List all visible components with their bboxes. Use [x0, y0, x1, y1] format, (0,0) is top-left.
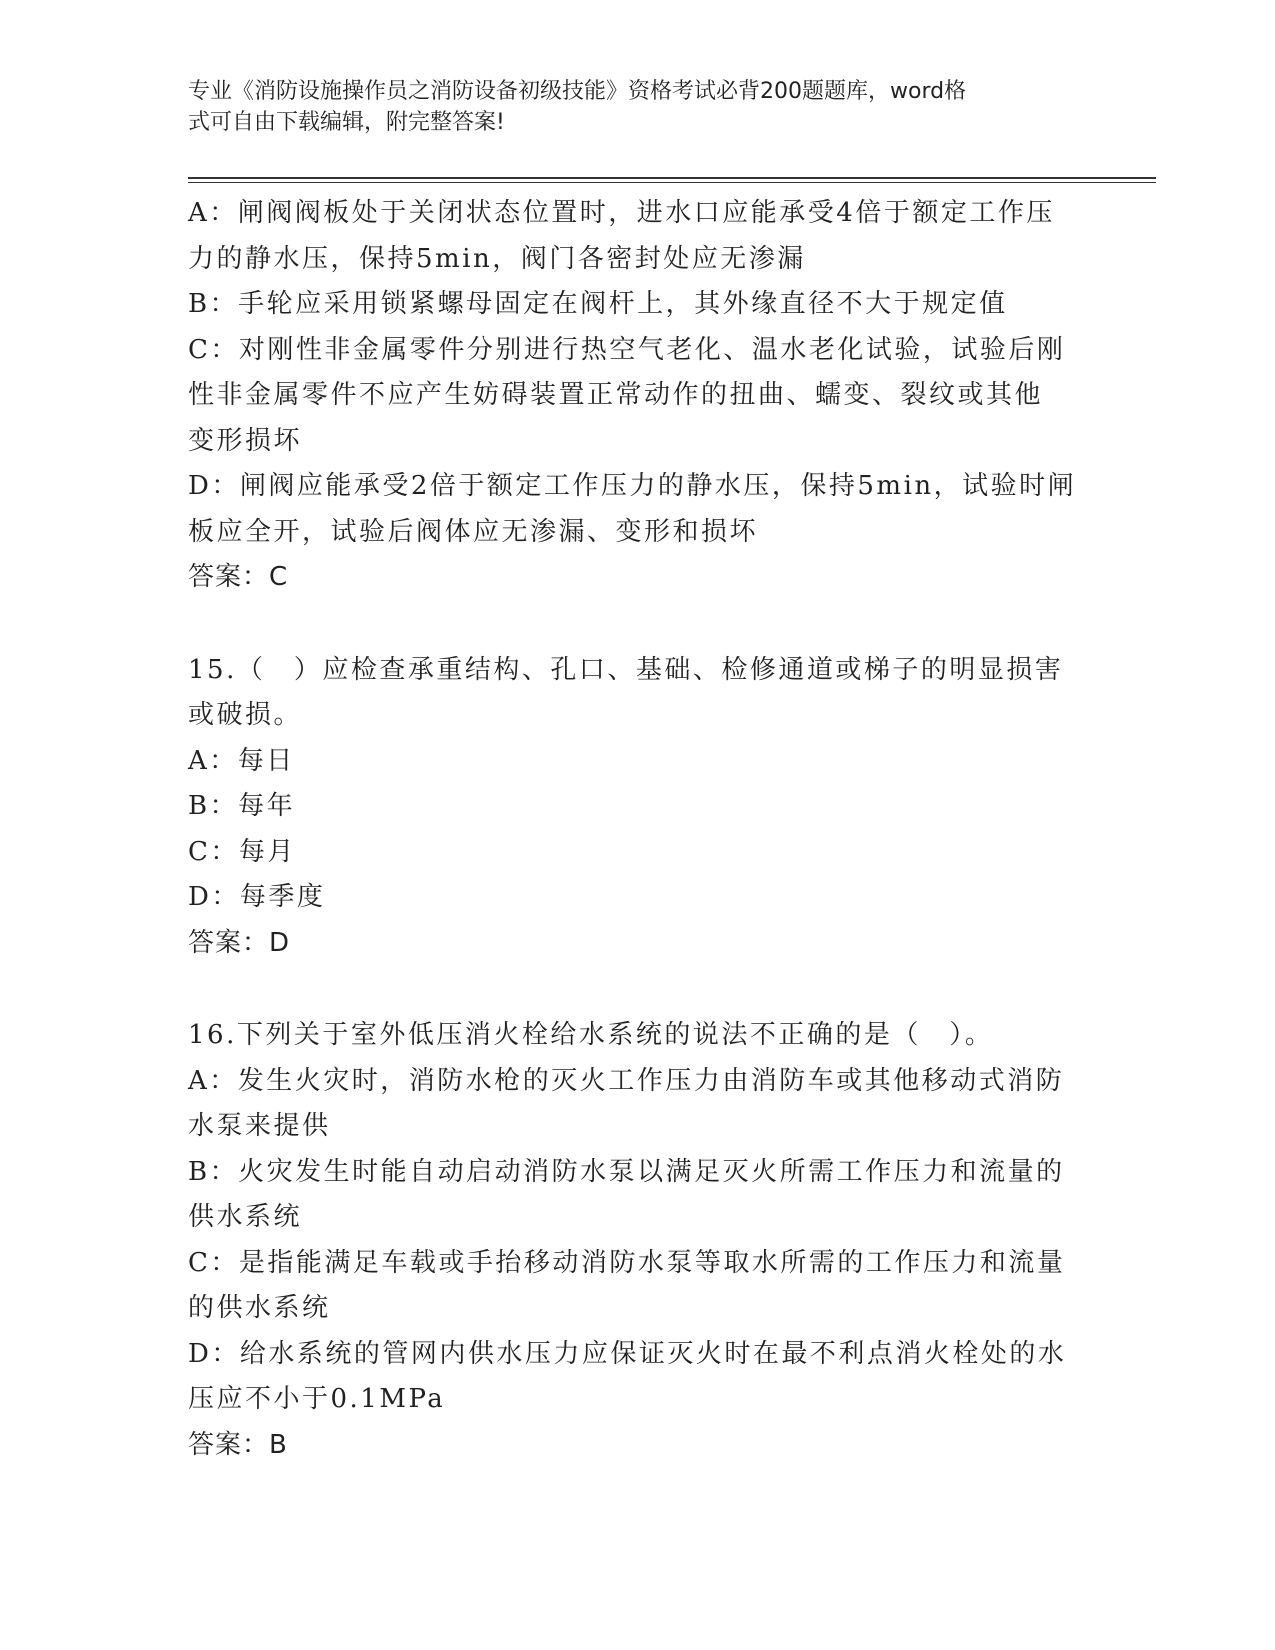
option-a — [188, 191, 1088, 282]
option-b-line-1: B：手轮应采用锁紧螺母固定在阀杆上，其外缘直径不大于规定值 — [188, 289, 1008, 319]
option-c-line-1: C：是指能满足车载或手抬移动消防水泵等取水所需的工作压力和流量 — [188, 1247, 1066, 1278]
answer: 答案：B — [188, 1429, 288, 1460]
option-c-line-2: 性非金属零件不应产生妨碍装置正常动作的扭曲、蠕变、裂纹或其他 — [188, 380, 1044, 410]
answer: 答案：C — [188, 562, 289, 592]
option-b-line-1: B：火灾发生时能自动启动消防水泵以满足灭火所需工作压力和流量的 — [188, 1156, 1065, 1187]
option-d — [188, 1332, 1088, 1423]
option-c — [188, 328, 1088, 465]
option-a-line-1: A：闸阀阀板处于关闭状态位置时，进水口应能承受4倍于额定工作压 — [188, 198, 1055, 228]
document-header — [188, 76, 1068, 138]
option-d: D：每季度 — [188, 882, 326, 912]
option-d-line-2: 压应不小于0.1MPa — [188, 1384, 446, 1414]
option-d-line-1: D：给水系统的管网内供水压力应保证灭火时在最不利点消火栓处的水 — [188, 1338, 1067, 1369]
header-divider-thick — [188, 177, 1156, 179]
question-stem-line-1: 16.下列关于室外低压消火栓给水系统的说法不正确的是（ ）。 — [188, 1020, 994, 1050]
option-a-line-2: 水泵来提供 — [188, 1111, 331, 1141]
option-b — [188, 282, 1088, 328]
option-b-line-2: 供水系统 — [188, 1202, 303, 1232]
answer: 答案：D — [188, 927, 291, 958]
question-14 — [188, 191, 1088, 601]
option-c: C：每月 — [188, 836, 296, 867]
option-b — [188, 1150, 1088, 1241]
option-c-line-2: 的供水系统 — [188, 1293, 331, 1323]
option-c-line-1: C：对刚性非金属零件分别进行热空气老化、温水老化试验，试验后刚 — [188, 334, 1066, 365]
spacer — [188, 966, 1088, 1013]
option-d-line-2: 板应全开，试验后阀体应无渗漏、变形和损坏 — [188, 516, 759, 547]
option-a-line-1: A：发生火灾时，消防水枪的灭火工作压力由消防车或其他移动式消防 — [188, 1065, 1065, 1096]
question-stem-line-2: 或破损。 — [188, 700, 303, 730]
option-b: B：每年 — [188, 791, 296, 821]
option-a: A：每日 — [188, 745, 295, 776]
option-a-line-2: 力的静水压，保持5min，阀门各密封处应无渗漏 — [188, 243, 806, 274]
option-c-line-3: 变形损坏 — [188, 425, 303, 456]
option-c — [188, 1241, 1088, 1332]
header-line-2: 式可自由下载编辑，附完整答案! — [188, 110, 505, 135]
spacer — [188, 601, 1088, 648]
option-a — [188, 1059, 1088, 1150]
option-d-line-1: D：闸阀应能承受2倍于额定工作压力的静水压，保持5min，试验时闸 — [188, 471, 1077, 501]
question-list — [188, 191, 1088, 1468]
question-16 — [188, 1013, 1088, 1468]
question-stem-line-1: 15.（ ）应检查承重结构、孔口、基础、检修通道或梯子的明显损害 — [188, 654, 1064, 685]
question-15 — [188, 648, 1088, 967]
header-divider-thin — [188, 182, 1156, 183]
option-d — [188, 464, 1088, 555]
header-line-1: 专业《消防设施操作员之消防设备初级技能》资格考试必背200题题库，word格 — [188, 79, 967, 104]
